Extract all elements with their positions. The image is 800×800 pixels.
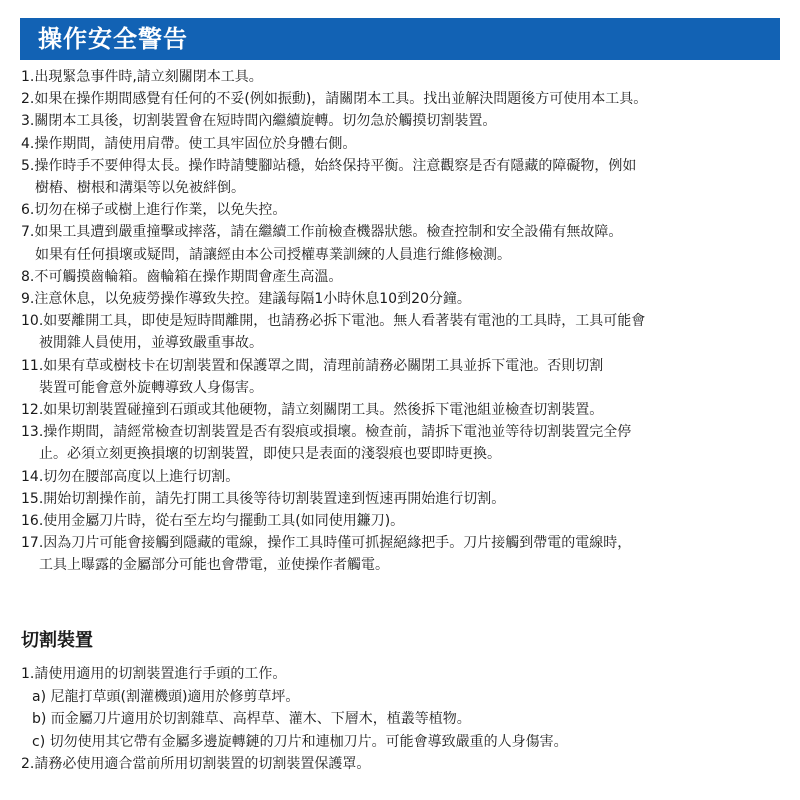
warning-item-3: 3.關閉本工具後，切割裝置會在短時間內繼續旋轉。切勿急於觸摸切割裝置。	[21, 113, 497, 130]
section-subitem-a: a) 尼龍打草頭(割灌機頭)適用於修剪草坪。	[32, 688, 300, 705]
warning-item-12: 12.如果切割裝置碰撞到石頭或其他硬物，請立刻關閉工具。然後拆下電池組並檢查切割裝置。	[21, 402, 604, 419]
cutting-device-list	[21, 663, 783, 776]
section-subitem-b: b) 而金屬刀片適用於切割雜草、高桿草、灌木、下層木，植叢等植物。	[32, 711, 471, 728]
warning-item-9: 9.注意休息，以免疲勞操作導致失控。建議每隔1小時休息10到20分鐘。	[21, 291, 471, 308]
warning-item-4: 4.操作期間，請使用肩帶。使工具牢固位於身體右側。	[21, 135, 357, 152]
section-subitem-c: c) 切勿使用其它帶有金屬多邊旋轉鏈的刀片和連枷刀片。可能會導致嚴重的人身傷害。	[32, 733, 568, 750]
warning-item-1: 1.出現緊急事件時,請立刻關閉本工具。	[21, 69, 263, 85]
safety-warning-list	[21, 66, 783, 577]
section-item-2: 2.請務必使用適合當前所用切割裝置的切割裝置保護罩。	[21, 756, 371, 773]
warning-item-14: 14.切勿在腰部高度以上進行切割。	[21, 468, 240, 485]
warning-item-7: 7.如果工具遭到嚴重撞擊或摔落，請在繼續工作前檢查機器狀態。檢查控制和安全設備有無故障。 如果有任何損壞或疑問，請讓經由本公司授權專業訓練的人員進行維修檢測。	[21, 224, 623, 263]
warning-item-15: 15.開始切割操作前，請先打開工具後等待切割裝置達到恆速再開始進行切割。	[21, 490, 506, 507]
warning-item-10: 10.如要離開工具，即使是短時間離開，也請務必拆下電池。無人看著裝有電池的工具時，工具可能會 被閒雜人員使用，並導致嚴重事故。	[21, 313, 646, 352]
warning-item-5: 5.操作時手不要伸得太長。操作時請雙腳站穩，始終保持平衡。注意觀察是否有隱藏的障礙物，例如 樹樁、樹根和溝渠等以免被絆倒。	[21, 157, 637, 197]
warning-item-8: 8.不可觸摸齒輪箱。齒輪箱在操作期間會產生高溫。	[21, 268, 343, 285]
section-heading: 切割裝置	[21, 630, 93, 651]
warning-banner	[20, 18, 780, 60]
warning-item-13: 13.操作期間，請經常檢查切割裝置是否有裂痕或損壞。檢查前，請拆下電池並等待切割裝置完全停 止。必須立刻更換損壞的切割裝置，即使只是表面的淺裂痕也要即時更換。	[21, 424, 632, 463]
warning-item-2: 2.如果在操作期間感覺有任何的不妥(例如振動)，請關閉本工具。找出並解決問題後方可使用本工具。	[21, 91, 648, 108]
section-item-1: 1.請使用適用的切割裝置進行手頭的工作。	[21, 666, 287, 682]
banner-title: 操作安全警告	[38, 25, 188, 53]
warning-item-11: 11.如果有草或樹枝卡在切割裝置和保護罩之間，清理前請務必關閉工具並拆下電池。否則切割 裝置可能會意外旋轉導致人身傷害。	[21, 357, 604, 396]
warning-item-6: 6.切勿在梯子或樹上進行作業，以免失控。	[21, 202, 287, 219]
warning-item-16: 16.使用金屬刀片時，從右至左均勻擺動工具(如同使用鐮刀)。	[21, 513, 405, 530]
warning-item-17: 17.因為刀片可能會接觸到隱藏的電線，操作工具時僅可抓握絕緣把手。刀片接觸到帶電的電線時， 工具上曝露的金屬部分可能也會帶電，並使操作者觸電。	[21, 535, 632, 574]
